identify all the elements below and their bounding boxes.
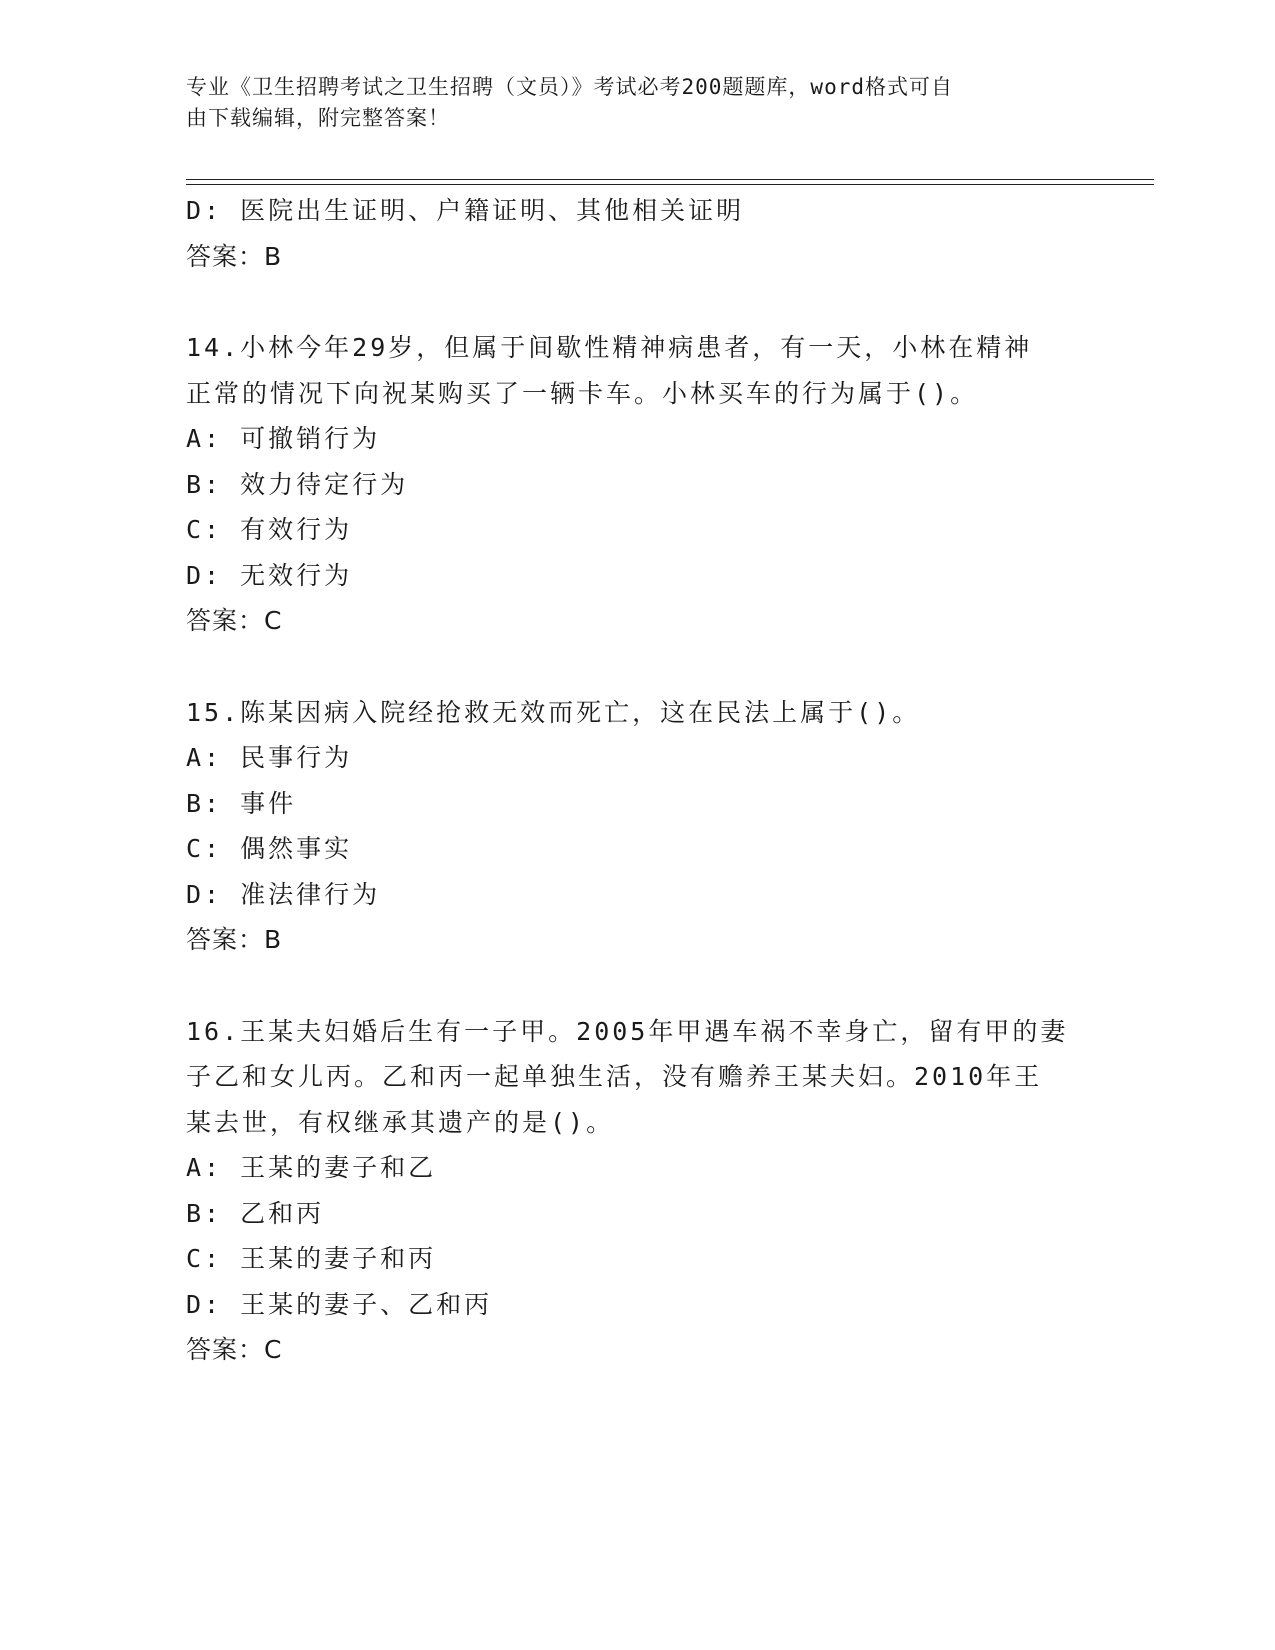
- option-d: D: 准法律行为: [186, 879, 381, 909]
- header-line-1: 专业《卫生招聘考试之卫生招聘（文员）》考试必考200题题库，word格式可自: [186, 75, 953, 99]
- option-b: B: 乙和丙: [186, 1198, 325, 1228]
- option-d: D: 王某的妻子、乙和丙: [186, 1289, 493, 1319]
- header-line-2: 由下载编辑，附完整答案！: [186, 106, 450, 130]
- stem-line: 某去世，有权继承其遗产的是()。: [186, 1107, 615, 1137]
- header-divider-top: [186, 179, 1154, 180]
- answer-line: 答案：C: [186, 1335, 283, 1364]
- option-b: B: 事件: [186, 788, 297, 818]
- question-stem: [186, 325, 1086, 416]
- stem-line: 子乙和女儿丙。乙和丙一起单独生活，没有赡养王某夫妇。2010年王: [186, 1062, 1043, 1091]
- option-a: A: 民事行为: [186, 743, 353, 772]
- header-divider-bottom: [186, 184, 1154, 185]
- previous-question-tail: [186, 188, 1086, 279]
- question-stem: [186, 690, 1086, 736]
- option-d: D: 医院出生证明、户籍证明、其他相关证明: [186, 196, 745, 225]
- option-a: A: 可撤销行为: [186, 424, 381, 453]
- option-a: A: 王某的妻子和乙: [186, 1153, 437, 1182]
- option-c: C: 有效行为: [186, 515, 353, 544]
- option-c: C: 偶然事实: [186, 834, 353, 863]
- option-b: B: 效力待定行为: [186, 469, 409, 499]
- option-d: D: 无效行为: [186, 560, 353, 590]
- answer-line: 答案：B: [186, 241, 283, 271]
- question-16: [186, 1009, 1086, 1373]
- stem-line: 正常的情况下向祝某购买了一辆卡车。小林买车的行为属于()。: [186, 378, 979, 408]
- answer-line: 答案：C: [186, 606, 283, 635]
- question-14: [186, 325, 1086, 644]
- question-15: [186, 690, 1086, 963]
- document-header: [186, 72, 1066, 134]
- stem-line: 16.王某夫妇婚后生有一子甲。2005年甲遇车祸不幸身亡，留有甲的妻: [186, 1016, 1069, 1046]
- stem-line: 14.小林今年29岁，但属于间歇性精神病患者，有一天，小林在精神: [186, 333, 1033, 362]
- option-c: C: 王某的妻子和丙: [186, 1244, 437, 1273]
- answer-line: 答案：B: [186, 925, 283, 954]
- question-content: [186, 188, 1086, 1373]
- question-stem: [186, 1009, 1086, 1146]
- stem-line: 15.陈某因病入院经抢救无效而死亡，这在民法上属于()。: [186, 697, 921, 727]
